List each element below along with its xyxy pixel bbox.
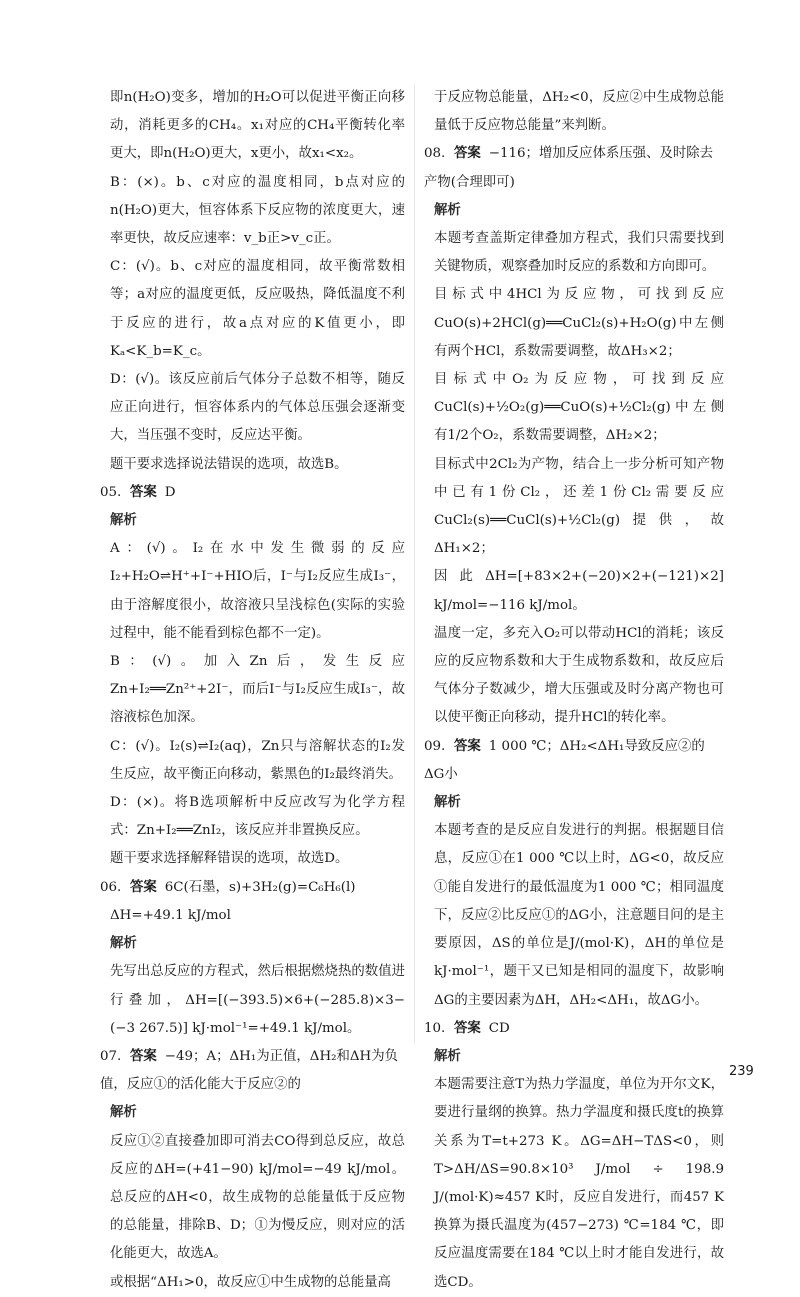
answer-text: −116；增加反应体系压强、及时除去产物(合理即可) <box>424 146 714 190</box>
paragraph: 题干要求选择说法错误的选项，故选B。 <box>110 456 348 472</box>
paragraph: B：(√)。加入Zn后，发生反应Zn+I₂══Zn²⁺+2I⁻，而后I⁻与I₂反应生成I₃⁻，故溶液棕色加深。 <box>110 654 405 726</box>
paragraph: 本题需要注意T为热力学温度，单位为开尔文K，要进行量纲的换算。热力学温度和摄氏度t的换算关系为T=t+273 K。ΔG=ΔH−TΔS<0，则T>ΔH/ΔS=90.8×10³ J/mol ÷ 198.9 J/(mol·K)≈457 K时，反应自发进行，而457 K换算为摄氏温度为(457−273) ℃=184 ℃，即反应温度需要在184 ℃以上时才能自发进行，故选CD。 <box>434 1077 724 1290</box>
question-number: 07. <box>100 1048 122 1064</box>
question-number: 10. <box>424 1020 446 1036</box>
question-number: 05. <box>100 484 122 500</box>
paragraph: 反应①②直接叠加即可消去CO得到总反应，故总反应的ΔH=(+41−90) kJ/mol=−49 kJ/mol。总反应的ΔH<0，故生成物的总能量低于反应物的总能量，排除B、D；①为慢反应，则对应的活化能更大，故选A。 <box>110 1133 405 1262</box>
paragraph: 先写出总反应的方程式，然后根据燃烧热的数值进行叠加，ΔH=[(−393.5)×6+(−285.8)×3−(−3 267.5)] kJ·mol⁻¹=+49.1 kJ/mol。 <box>110 964 405 1036</box>
right-column <box>424 84 724 1297</box>
paragraph: C：(√)。b、c对应的温度相同，故平衡常数相等；a对应的温度更低，反应吸热，降低温度不利于反应的进行，故a点对应的K值更小，即Kₐ<K_b=K_c。 <box>110 259 405 359</box>
paragraph: D：(√)。该反应前后气体分子总数不相等，随反应正向进行，恒容体系内的气体总压强会逐渐变大，当压强不变时，反应达平衡。 <box>110 372 405 444</box>
answer-heading <box>424 733 724 789</box>
answer-label: 答案 <box>454 146 481 162</box>
answer-heading <box>100 1043 405 1099</box>
paragraph: D：(×)。将B选项解析中反应改写为化学方程式：Zn+I₂══ZnI₂，该反应并非置换反应。 <box>110 795 405 839</box>
answer-label: 答案 <box>130 1048 157 1064</box>
paragraph: A：(√)。I₂在水中发生微弱的反应I₂+H₂O⇌H⁺+I⁻+HIO后，I⁻与I₂反应生成I₃⁻，由于溶解度很小，故溶液只呈浅棕色(实际的实验过程中，能不能看到棕色都不一定)。 <box>110 541 405 641</box>
left-column <box>100 84 405 1297</box>
analysis-label: 解析 <box>110 513 137 529</box>
answer-text: 1 000 ℃；ΔH₂<ΔH₁导致反应②的ΔG小 <box>424 738 705 782</box>
answer-label: 答案 <box>130 484 157 500</box>
answer-heading <box>424 140 724 196</box>
paragraph: C：(√)。I₂(s)⇌I₂(aq)，Zn只与溶解状态的I₂发生反应，故平衡正向移动，紫黑色的I₂最终消失。 <box>110 738 405 782</box>
answer-text: D <box>164 484 176 500</box>
analysis-label: 解析 <box>434 202 461 218</box>
paragraph: B：(×)。b、c对应的温度相同，b点对应的n(H₂O)更大，恒容体系下反应物的浓度更大，速率更快，故反应速率：v_b正>v_c正。 <box>110 174 405 247</box>
page-number: 239 <box>729 1064 754 1079</box>
analysis-label: 解析 <box>434 1048 461 1064</box>
analysis-label: 解析 <box>110 936 137 952</box>
question-number: 06. <box>100 879 122 895</box>
column-divider <box>414 84 415 1044</box>
paragraph: ΔH=+49.1 kJ/mol <box>110 907 231 923</box>
answer-heading <box>424 1015 724 1043</box>
analysis-label: 解析 <box>110 1105 137 1121</box>
paragraph: 本题考查盖斯定律叠加方程式，我们只需要找到关键物质，观察叠加时反应的系数和方向即可。 <box>434 231 724 275</box>
answer-heading <box>100 874 405 902</box>
analysis-label: 解析 <box>434 795 461 811</box>
paragraph: 于反应物总能量，ΔH₂<0，反应②中生成物总能量低于反应物总能量”来判断。 <box>434 90 724 134</box>
question-number: 08. <box>424 146 446 162</box>
answer-text: −49；A；ΔH₁为正值，ΔH₂和ΔH为负值，反应①的活化能大于反应②的 <box>100 1048 399 1093</box>
answer-label: 答案 <box>454 1020 481 1036</box>
answer-text: 6C(石墨，s)+3H₂(g)=C₆H₆(l) <box>164 879 356 895</box>
paragraph: 目标式中2Cl₂为产物，结合上一步分析可知产物中已有1份Cl₂，还差1份Cl₂需要反应CuCl₂(s)══CuCl(s)+½Cl₂(g)提供，故ΔH₁×2； <box>434 456 724 557</box>
paragraph: 即n(H₂O)变多，增加的H₂O可以促进平衡正向移动，消耗更多的CH₄。x₁对应的CH₄平衡转化率更大，即n(H₂O)更大，x更小，故x₁<x₂。 <box>110 90 405 162</box>
paragraph: 题干要求选择解释错误的选项，故选D。 <box>110 851 349 867</box>
paragraph: 温度一定，多充入O₂可以带动HCl的消耗；该反应的反应物系数和大于生成物系数和，故反应后气体分子数减少，增大压强或及时分离产物也可以使平衡正向移动，提升HCl的转化率。 <box>434 625 724 726</box>
answer-label: 答案 <box>454 738 481 754</box>
paragraph: 目标式中O₂为反应物，可找到反应CuCl(s)+½O₂(g)══CuO(s)+½Cl₂(g)中左侧有1/2个O₂，系数需要调整，ΔH₂×2； <box>434 372 724 444</box>
paragraph: 因此ΔH=[+83×2+(−20)×2+(−121)×2] kJ/mol=−116 kJ/mol。 <box>434 569 724 613</box>
answer-heading <box>100 479 405 507</box>
paragraph: 本题考查的是反应自发进行的判据。根据题目信息，反应①在1 000 ℃以上时，ΔG<0，故反应①能自发进行的最低温度为1 000 ℃；相同温度下，反应②比反应①的ΔG小，注意题目问的是主要原因，ΔS的单位是J/(mol·K)，ΔH的单位是kJ·mol⁻¹，题干又已知是相同的温度下，故影响ΔG的主要因素为ΔH，ΔH₂<ΔH₁，故ΔG小。 <box>434 823 724 1008</box>
paragraph: 或根据“ΔH₁>0，故反应①中生成物的总能量高 <box>110 1274 391 1290</box>
answer-label: 答案 <box>130 879 157 895</box>
answer-text: CD <box>488 1020 510 1036</box>
question-number: 09. <box>424 738 446 754</box>
paragraph: 目标式中4HCl为反应物，可找到反应CuO(s)+2HCl(g)══CuCl₂(s)+H₂O(g)中左侧有两个HCl，系数需要调整，故ΔH₃×2； <box>434 287 724 359</box>
